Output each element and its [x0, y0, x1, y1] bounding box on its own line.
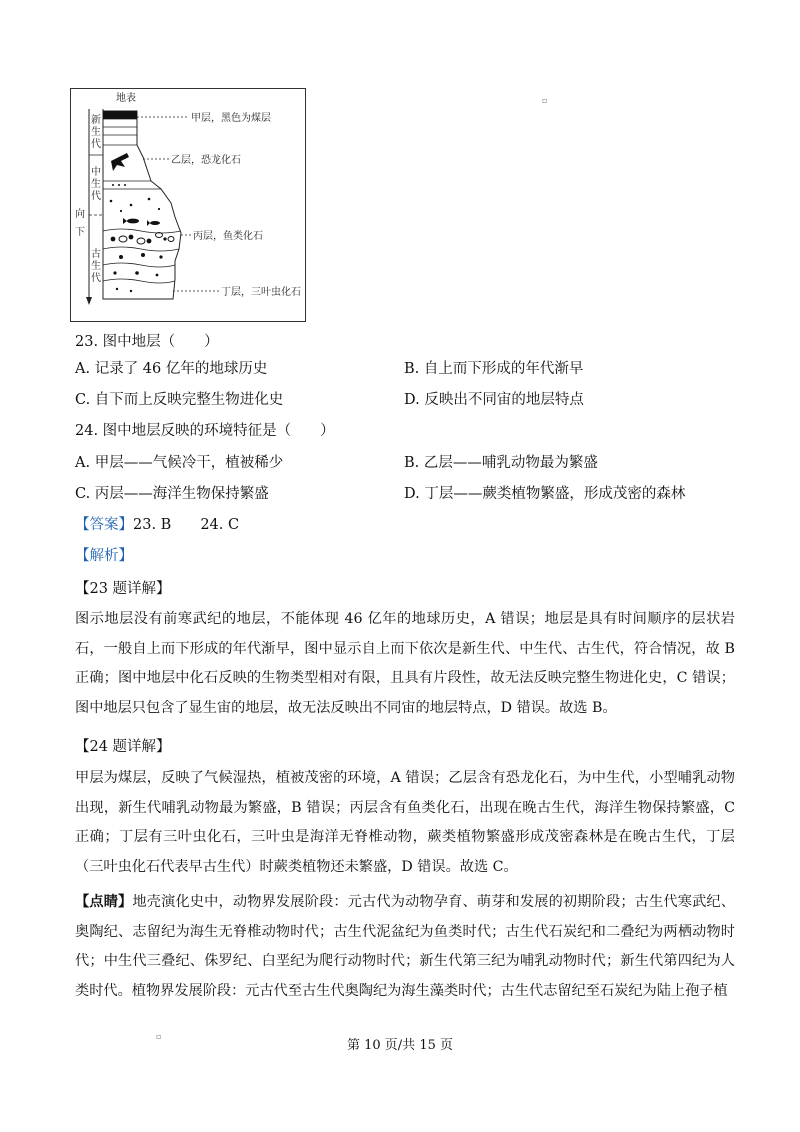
era-mesozoic-2: 生 [91, 179, 101, 190]
coal-seam [103, 111, 137, 119]
callout-layer-bing: 丙层，鱼类化石 [193, 231, 263, 242]
callout-layer-yi: 乙层，恐龙化石 [171, 155, 241, 166]
tip-paragraph [75, 888, 735, 1006]
tip-label: 【点睛】 [75, 894, 133, 910]
d23-text: 图示地层没有前寒武纪的地层，不能体现 46 亿年的地球历史，A 错误；地层是具有时间顺序的层状岩石，一般自上而下形成的年代渐早，图中显示自上而下依次是新生代、中生代、古生代，符合情况，故 B 正确；图中地层中化石反映的生物类型相对有限，且具有片段性，故无法反映完整生物进化史，C 错误；图中地层只包含了显生宙的地层，故无法反映出不同宙的地层特点，D 错误。故选 B。 [75, 611, 735, 716]
analysis-label: 【解析】 [75, 548, 133, 564]
answer-label: 【答案】 [75, 517, 133, 533]
q23-stem: 23. 图中地层（ ） [75, 334, 219, 350]
answer-text: 23. B 24. C [133, 517, 240, 533]
q24-option-a: A. 甲层——气候冷干，植被稀少 [75, 455, 284, 471]
callout-layer-ding: 丁层，三叶虫化石 [221, 287, 301, 298]
q24-option-b: B. 乙层——哺乳动物最为繁盛 [404, 455, 598, 471]
d24-text: 甲层为煤层，反映了气候湿热，植被茂密的环境，A 错误；乙层含有恐龙化石，为中生代，小型哺乳动物出现，新生代哺乳动物最为繁盛，B 错误；丙层含有鱼类化石，出现在晚古生代，海洋生物保持繁盛，C 正确；丁层有三叶虫化石，三叶虫是海洋无脊椎动物，蕨类植物繁盛形成茂密森林是在晚古生代，丁层（三叶虫化石代表早古生代）时蕨类植物还未繁盛，D 错误。故选 C。 [75, 770, 735, 875]
strata-figure [70, 88, 306, 322]
q24-option-c: C. 丙层——海洋生物保持繁盛 [75, 486, 269, 502]
page-footer: 第 10 页/共 15 页 [347, 1038, 453, 1053]
era-label-paleozoic [91, 247, 101, 284]
surface-label: 地表 [116, 93, 136, 104]
era-cenozoic-1: 新 [91, 115, 101, 126]
answer-line [75, 516, 239, 534]
q23-option-b: B. 自上而下形成的年代渐早 [404, 361, 584, 377]
direction-label [75, 207, 85, 238]
era-label-cenozoic [91, 114, 101, 150]
d24-heading: 【24 题详解】 [75, 739, 171, 755]
q23-option-a: A. 记录了 46 亿年的地球历史 [75, 361, 268, 377]
q24-stem: 24. 图中地层反映的环境特征是（ ） [75, 423, 335, 439]
era-cenozoic-3: 代 [91, 139, 101, 150]
d23-heading: 【23 题详解】 [75, 581, 171, 597]
q23-option-d: D. 反映出不同宙的地层特点 [404, 392, 584, 408]
tip-text: 地壳演化史中，动物界发展阶段：元古代为动物孕育、萌芽和发展的初期阶段；古生代寒武纪、奥陶纪、志留纪为海生无脊椎动物时代；古生代泥盆纪为鱼类时代；古生代石炭纪和二叠纪为两栖动物时代；中生代三叠纪、侏罗纪、白垩纪为爬行动物时代；新生代第三纪为哺乳动物时代；新生代第四纪为人类时代。植物界发展阶段：元古代至古生代奥陶纪为海生藻类时代；古生代志留纪至石炭纪为陆上孢子植 [75, 894, 735, 999]
svg-text:下: 下 [75, 227, 85, 238]
strata-diagram [71, 89, 305, 321]
era-mesozoic-1: 中 [91, 167, 101, 178]
era-cenozoic-2: 生 [91, 127, 101, 138]
q23-option-c: C. 自下而上反映完整生物进化史 [75, 392, 284, 408]
corner-marker: ▫ [542, 96, 548, 105]
era-paleozoic-3: 代 [91, 273, 101, 284]
footer-marker: ▫ [156, 1032, 162, 1041]
era-mesozoic-3: 代 [91, 191, 101, 202]
era-paleozoic-2: 生 [91, 261, 101, 272]
callout-layer-jia: 甲层，黑色为煤层 [191, 113, 271, 124]
era-paleozoic-1: 古 [91, 249, 101, 260]
era-label-mesozoic [91, 165, 101, 202]
q24-option-d: D. 丁层——蕨类植物繁盛，形成茂密的森林 [404, 486, 686, 502]
svg-text:向: 向 [75, 209, 85, 220]
